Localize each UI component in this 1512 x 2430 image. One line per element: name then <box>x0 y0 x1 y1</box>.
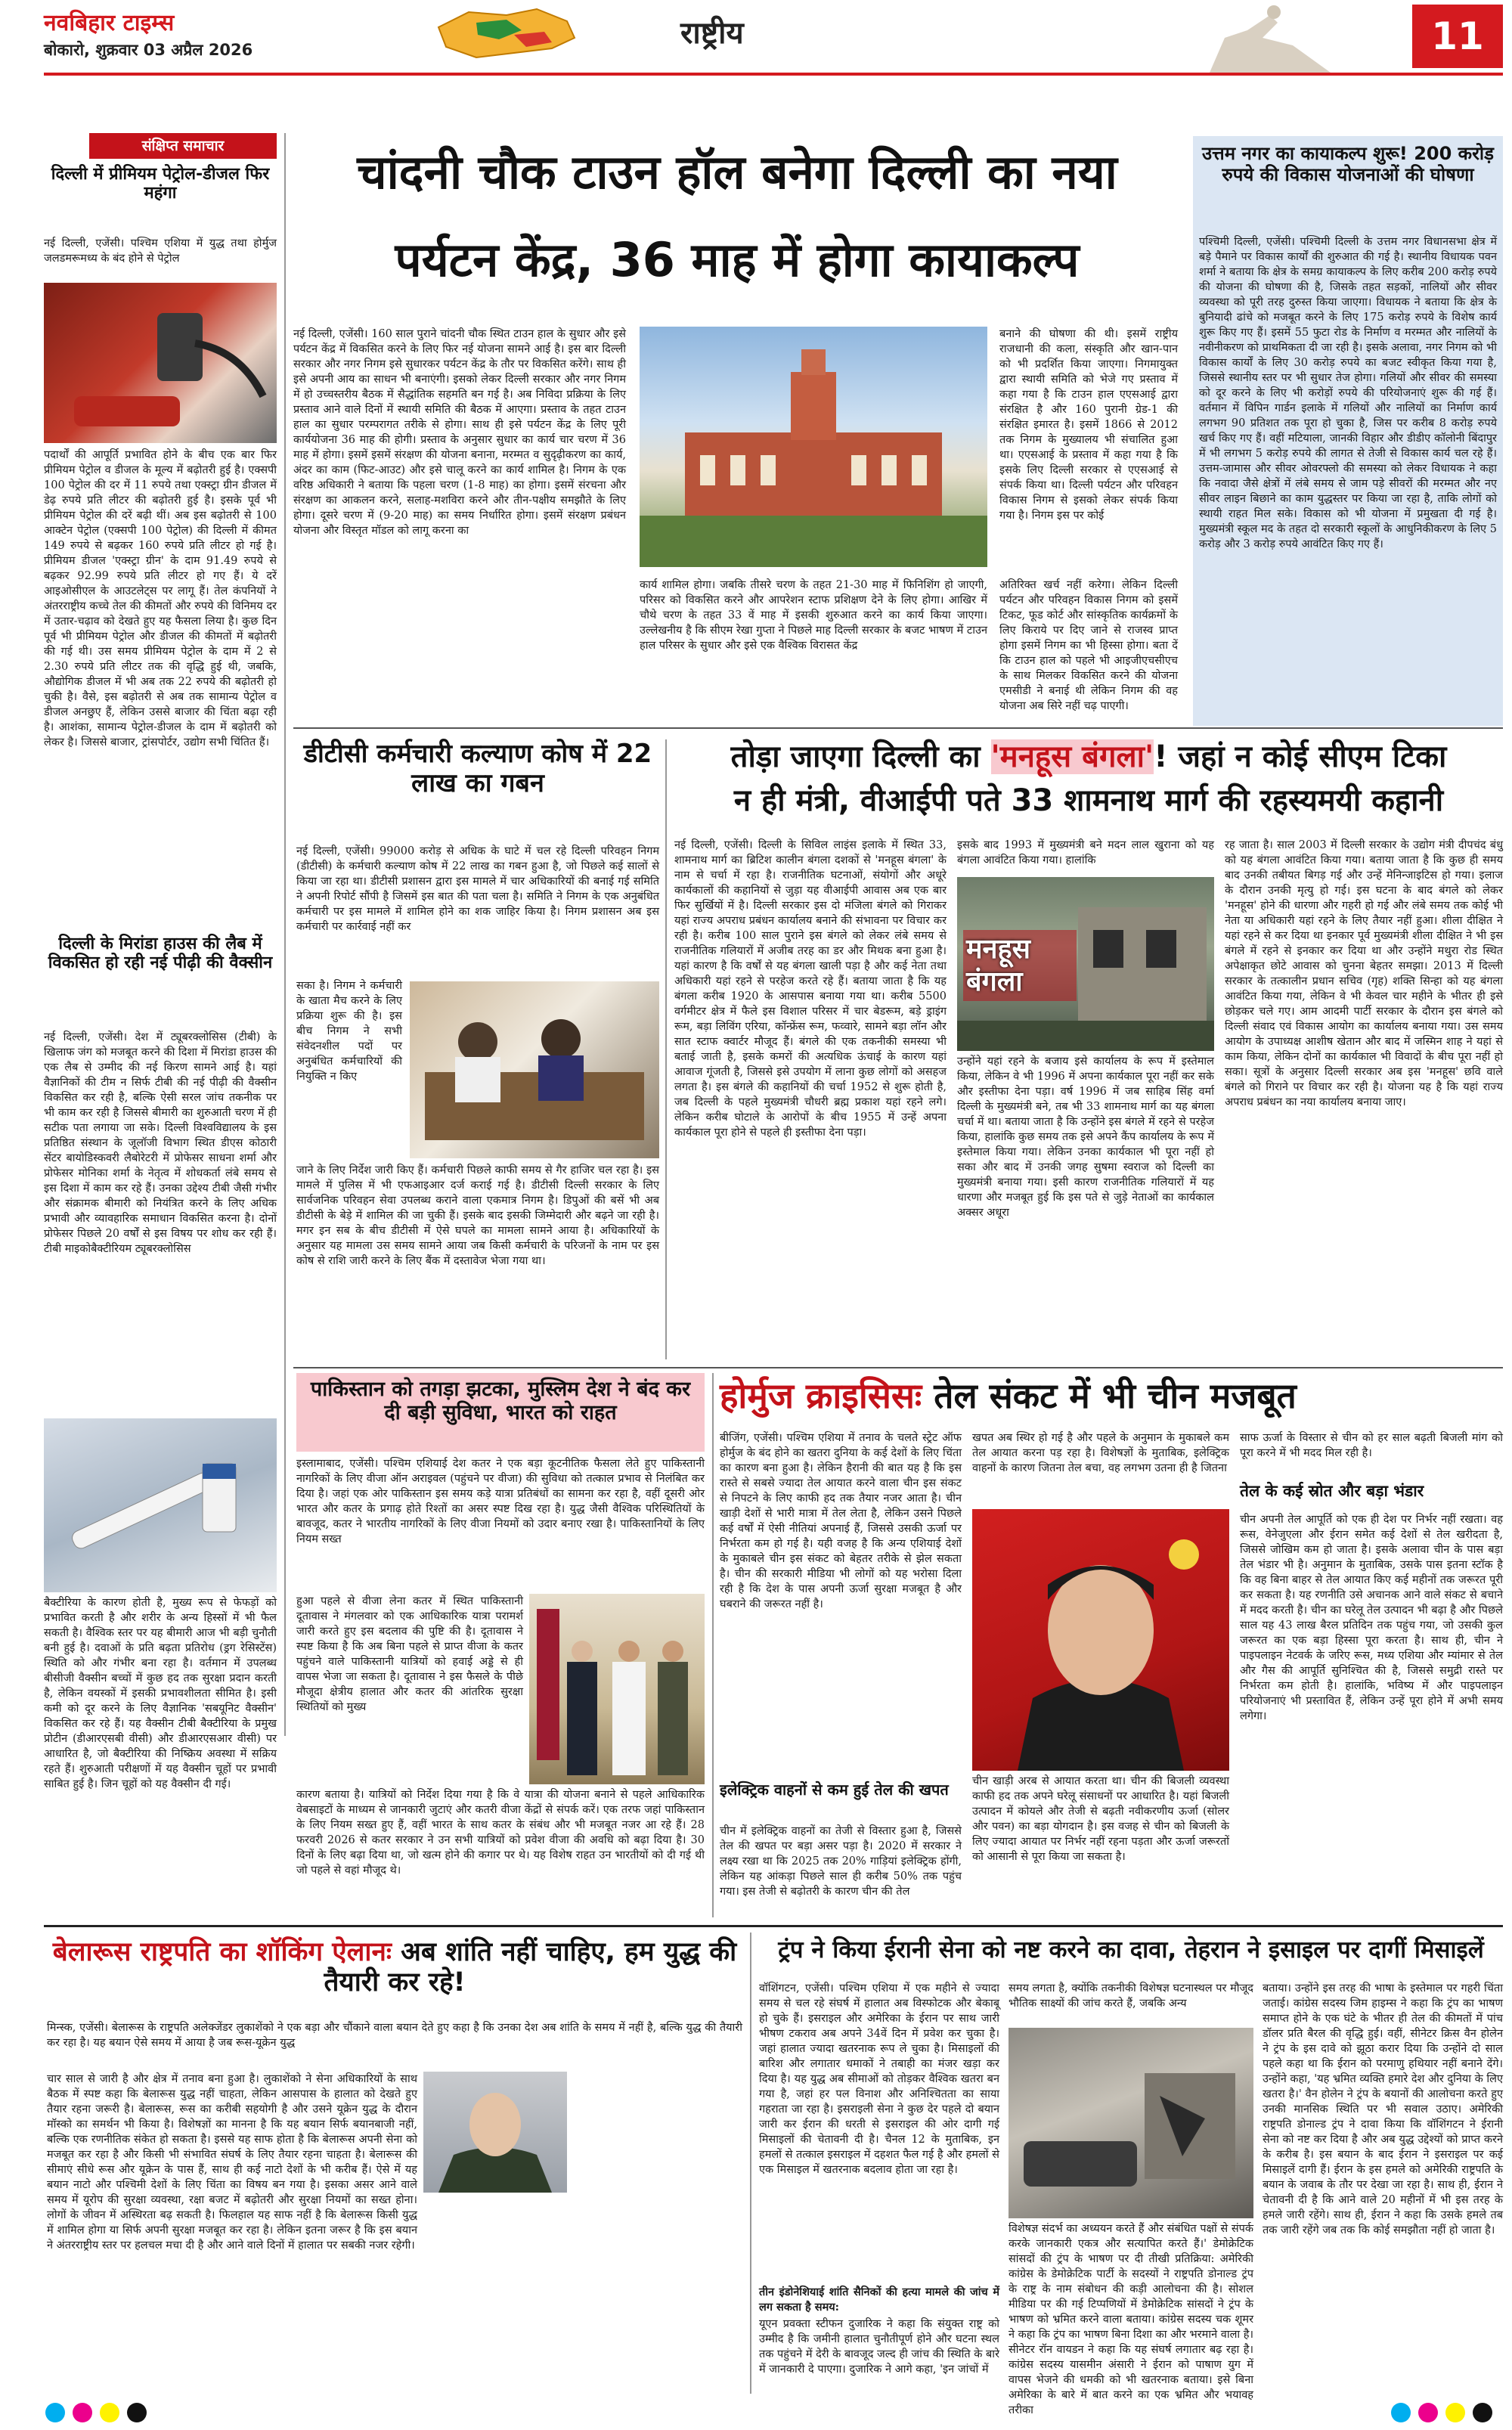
belarus-body-1: मिन्स्क, एजेंसी। बेलारूस के राष्ट्रपति अलेक्जेंडर लुकाशेंको ने एक बड़ा और चौंकाने वाला बयान देते हुए कहा है कि उनका देश अब शांति के समय में नहीं है, बल्कि युद्ध की तैयारी कर रहा है। यह बयान ऐसे समय में आया है जब रूस-यूक्रेन युद्ध <box>47 2022 742 2049</box>
trump-col-3: बताया। उन्होंने इस तरह की भाषा के इस्तेमाल पर गहरी चिंता जताई। कांग्रेस सदस्य जिम हाइम्स ने कहा कि ट्रंप का भाषण समाप्त होने के एक घंटे के भीतर ही तेल की कीमतों में पांच डॉलर प्रति बैरल की वृद्धि हुई। वहीं, सीनेटर क्रिस वैन होलेन ने ट्रंप के इस दावे को झूठा करार दिया कि उन्होंने दो साल पहले कहा था कि ईरान को परमाणु हथियार नहीं बनाने देंगे। उन्होंने कहा, 'यह भ्रमित व्यक्ति हमारे देश और दुनिया के लिए खतरा है।' वैन होलेन ने ट्रंप के बयानों की आलोचना करते हुए उनकी मानसिक स्थिति पर भी सवाल उठाए। अमेरिकी राष्ट्रपति डोनाल्ड ट्रंप ने दावा किया कि वॉशिंगटन ने ईरानी सेना को नष्ट कर दिया है और अब युद्ध उद्देश्यों को प्राप्त करने के करीब है। इस बयान के बाद ईरान ने इसराइल पर कई मिसाइलें दागी हैं। ईरान के इस हमले को अमेरिकी राष्ट्रपति के बयान के जवाब के तौर पर देखा जा रहा है। साथ ही, ईरान ने चेतावनी दी है कि आने वाले 20 महीनों में भी इस तरह के हमले जारी रहेंगे। साथ ही, ईरान ने कहा कि उसके हमले तब तक जारी रहेंगे जब तक कि कोई समझौता नहीं हो जाता है। <box>1263 1982 1504 2236</box>
bungalow-headline-highlight: 'मनहूस बंगला' <box>990 739 1154 774</box>
lead-col-2: कार्य शामिल होगा। जबकि तीसरे चरण के तहत 21-30 माह में फिनिशिंग हो जाएगी, परिसर को विकसित करने और आपरेशन स्टाफ प्रशिक्षण देने के लिए होगा। आखिर में चौथे चरण के तहत 33 वें माह में इसकी शुरुआत करने का कार्य किया जाएगा। उल्लेखनीय है कि सीएम रेखा गुप्ता ने पिछले माह दिल्ली सरकार के बजट भाषण में टाउन हाल परिसर के सुधार और इसे एक वैश्विक विरासत केंद्र <box>640 579 987 652</box>
hormuz-col-2: खपत अब स्थिर हो गई है और पहले के अनुमान के मुकाबले कम तेल आयात करना पड़ रहा है। विशेषज्ञों के मुताबिक, इलेक्ट्रिक वाहनों के कारण जितना तेल बचा, वह लगभग उतना ही है जितना <box>972 1432 1229 1474</box>
brief-2-body: बैक्टीरिया के कारण होती है, मुख्य रूप से फेफड़ों को प्रभावित करती है और शरीर के अन्य हिस्सों में भी फैल सकती है। वैश्विक स्तर पर यह बीमारी आज भी बड़ी चुनौती बनी हुई है। दवाओं के प्रति बढ़ता प्रतिरोध (ड्रग रेसिस्टेंस) स्थिति को और गंभीर बना रहा है। वर्तमान में उपलब्ध बीसीजी वैक्सीन बच्चों में कुछ हद तक सुरक्षा प्रदान करती है, लेकिन वयस्कों में इसकी प्रभावशीलता सीमित है। इसी कमी को दूर करने के लिए वैज्ञानिक 'सबयूनिट वैक्सीन' विकसित कर रहे हैं। यह वैक्सीन टीबी बैक्टीरिया के प्रमुख प्रोटीन (डीआरएसबी वीसी) और डीआरएसआर वीसी) पर आधारित है, जो बैक्टीरिया की निष्क्रिय अवस्था में सक्रिय रहते हैं। शुरुआती परीक्षणों में यह वैक्सीन चूहों पर प्रभावी साबित हुई है। जिन चूहों को यह वैक्सीन दी गई। <box>44 1597 277 1790</box>
uttam-body: पश्चिमी दिल्ली, एजेंसी। पश्चिमी दिल्ली के उत्तम नगर विधानसभा क्षेत्र में बड़े पैमाने पर विकास कार्यों की शुरुआत की गई है। स्थानीय विधायक पवन शर्मा ने बताया कि क्षेत्र के समग्र कायाकल्प के लिए करीब 200 करोड़ रुपये की योजना की घोषणा की है, जिसके तहत सड़कों, नालियों और सीवर व्यवस्था को पूरी तरह दुरुस्त किया जाएगा। विधायक ने बताया कि क्षेत्र के बुनियादी ढांचे को मजबूत करने के लिए 175 करोड़ रुपये के विशेष कार्य शुरू किए गए हैं। इसमें 55 फुटा रोड के निर्माण व मरम्मत और नालियों के नवीनीकरण को प्राथमिकता दी जा रही है। इसके अलावा, नगर निगम को भी विकास कार्यों के लिए 30 करोड़ रुपये का बजट स्वीकृत किया गया है, जिससे स्थानीय स्तर पर भी सुधार तेज होगा। गलियों और सीवर की समस्या को दूर करने के लिए भी करोड़ों रुपये की परियोजनाएं शुरू की गई हैं। वर्तमान में विपिन गार्डन इलाके में गलियों और नालियों का निर्माण कार्य लगभग 90 प्रतिशत तक पूरा हो चुका है, जिस पर करीब 8 करोड़ रुपये खर्च किए गए हैं। वहीं मटियाला, जानकी विहार और डीडीए कॉलोनी बिंदापुर में भी लगभग 5 करोड़ रुपये की लागत से तेजी से विकास कार्य चल रहे हैं। उत्तम-जामास और सीवर ओवरफ्लो की समस्या को लेकर विधायक ने कहा कि नवादा जैसे क्षेत्रों में लंबे समय से जाम पड़े सीवरों की मरम्मत और नए सीवर लाइन बिछाने का काम युद्धस्तर पर किया जा रहा है, ताकि लोगों को स्थायी राहत मिल सके। विकास को भी योजना में प्रमुखता दी गई है। मुख्यमंत्री स्कूल मद के तहत दो सरकारी स्कूलों के आधुनिकीकरण के लिए 5 करोड़ और 3 करोड़ रुपये आवंटित किए गए हैं। <box>1199 236 1497 550</box>
petrol-pump-photo <box>44 283 277 443</box>
india-map-graphic <box>423 5 582 64</box>
hormuz-col-1: बीजिंग, एजेंसी। पश्चिम एशिया में तनाव के चलते स्ट्रेट ऑफ होर्मुज के बंद होने का खतरा दुनिया के कई देशों के लिए चिंता का कारण बना हुआ है। लेकिन हैरानी की बात यह है कि इस रास्ते से सबसे ज्यादा तेल आयात करने वाला चीन इस संकट से निपटने के लिए काफी हद तक तैयार नजर आता है। चीन खाड़ी देशों से भारी मात्रा में तेल लेता है, लेकिन उसने पिछले कई वर्षों में ऐसी नीतियां अपनाई हैं, जिससे उसकी ऊर्जा पर निर्भरता कम हो गई है। यही वजह है कि अन्य एशियाई देशों के मुकाबले चीन इस संकट को बेहतर तरीके से झेल सकता है। चीन की सरकारी मीडिया भी लोगों को यह भरोसा दिला रही है कि देश के पास अपनी ऊर्जा सुरक्षा मजबूत है और घबराने की जरूरत नहीं है। <box>720 1432 962 1610</box>
statue-graphic <box>1179 0 1361 73</box>
missile-damage-photo <box>1009 2028 1253 2218</box>
vaccine-photo <box>44 1418 277 1592</box>
rule-row-1 <box>293 727 1503 729</box>
dtc-office-photo <box>410 981 659 1158</box>
dtc-headline: डीटीसी कर्मचारी कल्याण कोष में 22 लाख का गबन <box>303 739 652 799</box>
pakistan-divider <box>712 1373 714 1917</box>
registration-mark-cyan <box>45 2403 65 2422</box>
briefs-column <box>44 133 277 1790</box>
trump-headline: ट्रंप ने किया ईरानी सेना को नष्ट करने का दावा, तेहरान ने इसाइल पर दागीं मिसाइलें <box>778 1936 1484 1964</box>
belarus-headline <box>47 1937 742 1998</box>
bungalow-headline-prefix: तोड़ा जाएगा दिल्ली का <box>730 739 991 774</box>
masthead-rule <box>44 73 1503 76</box>
masthead <box>0 0 1512 73</box>
briefs-header <box>89 133 277 159</box>
qatar-meeting-photo <box>529 1594 705 1784</box>
belarus-headline-red: बेलारूस राष्ट्रपति का शॉकिंग ऐलानः <box>52 1937 392 1967</box>
brief-2-lead: नई दिल्ली, एजेंसी। देश में ट्यूबरक्लोसिस (टीबी) के खिलाफ जंग को मजबूत करने की दिशा में मिरांडा हाउस की एक लैब से उम्मीद की नई किरण सामने आई है। यहां वैज्ञानिकों की टीम न सिर्फ टीबी की नई पीढ़ी की वैक्सीन विकसित कर रही है, बल्कि ऐसी सरल जांच तकनीक पर भी काम कर रही है जिससे बीमारी का शुरुआती चरण में ही सटीक पता लगाया जा सके। दिल्ली विश्वविद्यालय के इस प्रतिष्ठित संस्थान के जूलॉजी विभाग स्थित डीएस कोठारी सेंटर बायोडिस्कवरी लैबोरेटरी में प्रोफेसर साधना शर्मा और प्रोफेसर मोनिका शर्मा के नेतृत्व में शोधकर्ता लंबे समय से इस दिशा में काम कर रहे हैं। उनका उद्देश्य टीबी जैसी गंभीर और संक्रामक बीमारी को नियंत्रित करने के लिए अधिक प्रभावी और व्यावहारिक समाधान विकसित करना है। दोनों प्रोफेसर पिछले 20 वर्षों से इस विषय पर शोध कर रही हैं। टीबी माइकोबैक्टीरियम ट्यूबरक्लोसिस <box>44 1031 277 1255</box>
bungalow-col-3: रह जाता है। साल 2003 में दिल्ली सरकार के उद्योग मंत्री दीपचंद बंधु को यह बंगला आवंटित किया गया। बताया जाता है कि कुछ ही समय बाद उनकी तबीयत बिगड़ गई और उन्हें मेनिन्जाइटिस हो गया। इलाज के दौरान उनकी मृत्यु हो गई। इस घटना के बाद बंगले को लेकर 'मनहूस' होने की धारणा और गहरी हो गई और लंबे समय तक कोई भी नेता या अधिकारी यहां रहने के लिए तैयार नहीं हुआ। शीला दीक्षित ने यहां रहने से कर दिया था इनकार पूर्व मुख्यमंत्री शीला दीक्षित ने भी इस बंगले में रहने से इनकार कर दिया था और उन्होंने मथुरा रोड स्थित अपेक्षाकृत छोटे आवास को चुनना बेहतर समझा। 2013 में दिल्ली सरकार के तत्कालीन प्रधान सचिव (गृह) शक्ति सिन्हा को यह बंगला आवंटित किया गया, लेकिन वे भी केवल चार महीने के भीतर ही इसे छोड़कर चले गए। आम आदमी पार्टी सरकार के दौरान इस बंगले को दिल्ली संवाद एवं विकास आयोग का कार्यालय बनाया गया। उस समय आयोग के उपाध्यक्ष आशीष खेतान और बाद में जस्मिन शाह ने यहां से काम किया, लेकिन दोनों का कार्यकाल भी विवादों के बीच पूरा नहीं हो सका। सूत्रों के अनुसार दिल्ली सरकार अब इस 'मनहूस' छवि वाले बंगले को गिराने पर विचार कर रही है। योजना यह है कि यहां राज्य अपराध प्रबंधन का नया कार्यालय बनाया जाए। <box>1225 839 1503 1108</box>
hormuz-col-1b: चीन में इलेक्ट्रिक वाहनों का तेजी से विस्तार हुआ है, जिससे तेल की खपत पर बड़ा असर पड़ा है। 2020 में सरकार ने लक्ष्य रखा था कि 2025 तक 20% गाड़ियां इलेक्ट्रिक होंगी, लेकिन यह आंकड़ा पिछले साल ही करीब 50% तक पहुंच गया। इस तेजी से बढ़ोतरी के कारण चीन की तेल <box>720 1825 962 1898</box>
hormuz-col-3: साफ ऊर्जा के विस्तार से चीन को हर साल बढ़ती बिजली मांग को पूरा करने में भी मदद मिल रही है। <box>1240 1432 1503 1459</box>
belarus-headline-black: अब शांति नहीं चाहिए, हम युद्ध की तैयारी कर रहे! <box>324 1937 737 1998</box>
trump-col-1: वॉशिंगटन, एजेंसी। पश्चिम एशिया में एक महीने से ज्यादा समय से चल रहे संघर्ष में हालात अब विस्फोटक और बेकाबू हो चुके हैं। इसराइल और अमेरिका के ईरान पर साथ जारी भीषण टकराव अब अपने 34वें दिन में प्रवेश कर चुका है। जहां हालात ज्यादा खतरनाक रूप ले चुका है। मिसाइलों की बारिश और लगातार धमाकों ने तबाही का मंजर खड़ा कर दिया है। यह युद्ध अब सीमाओं को तोड़कर वैश्विक खतरा बन गया है, जहां हर पल विनाश और अनिश्चितता का साया गहराता जा रहा है। इसराइली सेना ने कुछ देर पहले दो बयान जारी कर ईरान की धरती से इसराइल की ओर दागी गई मिसाइलों की चेतावनी दी है। चैनल 12 के मुताबिक, इन हमलों से तत्काल इसराइल में दहशत फैल गई है और हमलों से एक मिसाइल में खतरनाक बदलाव होता जा रहा है। <box>759 1982 999 2176</box>
hormuz-col-2b: चीन खाड़ी अरब से आयात करता था। चीन की बिजली व्यवस्था काफी हद तक अपने घरेलू संसाधनों पर आधारित है। यहां बिजली उत्पादन में कोयले और तेजी से बढ़ती नवीकरणीय ऊर्जा (सोलर और पवन) का बड़ा योगदान है। इस वजह से चीन को बिजली के लिए ज्यादा आयात पर निर्भर नहीं रहना पड़ता और ऊर्जा जरूरतों को आसानी से पूरा किया जा सकता है। <box>972 1775 1229 1863</box>
registration-mark-yellow-right <box>1445 2403 1465 2422</box>
brief-1-headline: दिल्ली में प्रीमियम पेट्रोल-डीजल फिर महंगा <box>51 165 270 203</box>
dateline: बोकारो, शुक्रवार 03 अप्रैल 2026 <box>44 41 253 59</box>
registration-mark-yellow <box>100 2403 119 2422</box>
bungalow-photo <box>957 877 1214 1051</box>
rule-row-3 <box>44 1925 1503 1927</box>
bungalow-col-2b: उन्होंने यहां रहने के बजाय इसे कार्यालय के रूप में इस्तेमाल किया, लेकिन वे भी 1996 में अपना कार्यकाल पूरा नहीं कर सके और इस्तीफा देना पड़ा। वर्ष 1996 में जब साहिब सिंह वर्मा दिल्ली के मुख्यमंत्री बने, तब भी 33 शामनाथ मार्ग का यह बंगला चर्चा में था। बताया जाता है कि उन्होंने इस बंगले में रहने से परहेज किया, हालांकि कुछ समय तक इसे अपने कैंप कार्यालय के रूप में इस्तेमाल किया गया। लेकिन उनका कार्यकाल भी पूरा नहीं हो सका और बाद में उनकी जगह सुषमा स्वराज को दिल्ली का मुख्यमंत्री बनाया गया। इसी कारण राजनीतिक गलियारों में यह धारणा और मजबूत हुई कि इस पते से जुड़े नेताओं का कार्यकाल अक्सर अधूरा <box>957 1055 1214 1219</box>
trump-col-2b: विशेषज्ञ संदर्भ का अध्ययन करते हैं और संबंधित पक्षों से संपर्क करके जानकारी एकत्र और सत्यापित करते हैं।' डेमोक्रेटिक सांसदों की ट्रंप के भाषण पर दी तीखी प्रतिक्रिया: अमेरिकी कांग्रेस के डेमोक्रेटिक पार्टी के सदस्यों ने राष्ट्रपति डोनाल्ड ट्रंप के राष्ट्र के नाम संबोधन की कड़ी आलोचना की है। सोशल मीडिया पर की गई टिप्पणियों में डेमोक्रेटिक सांसदों ने ट्रंप के भाषण को भ्रमित करने वाला बताया। कांग्रेस सदस्य चक शूमर ने कहा कि ट्रंप का भाषण बिना दिशा का और भरमाने वाला है। सीनेटर रॉन वायडन ने कहा कि यह संघर्ष लगातार बढ़ रहा है। कांग्रेस सदस्य यासमीन अंसारी ने ईरान को पाषाण युग में वापस भेजने की धमकी को भी खतरनाक बताया। इसे बिना अमेरिका के बारे में बात करने का एक भ्रमित और भयावह तरीका <box>1009 2223 1253 2416</box>
bungalow-col-2a: इसके बाद 1993 में मुख्यमंत्री बने मदन लाल खुराना को यह बंगला आवंटित किया गया। हालांकि <box>957 839 1214 866</box>
pakistan-body-3: कारण बताया है। यात्रियों को निर्देश दिया गया है कि वे यात्रा की योजना बनाने से पहले आधिकारिक वेबसाइटों के माध्यम से जानकारी जुटाएं और कतरी वीजा केंद्रों से संपर्क करें। एक तरफ जहां पाकिस्तान के लिए नियम सख्त हुए हैं, वहीं भारत के साथ कतर के संबंध और भी मजबूत नजर आ रहे हैं। 28 फरवरी 2026 से कतर सरकार ने उन सभी यात्रियों को प्रवेश वीजा की अवधि को बढ़ा दिया है। 30 दिनों के लिए बढ़ा दिया था, जो खत्म होने की कगार पर थे। यह विशेष राहत उन भारतीयों को दी गई थी जो पहले से वहां मौजूद थे। <box>296 1789 705 1877</box>
pakistan-body-1: इस्लामाबाद, एजेंसी। पश्चिम एशियाई देश कतर ने एक बड़ा कूटनीतिक फैसला लेते हुए पाकिस्तानी नागरिकों के लिए वीजा ऑन अराइवल (पहुंचने पर वीजा) की सुविधा को तत्काल प्रभाव से निलंबित कर दिया है। जहां एक ओर पाकिस्तान इस समय कड़े यात्रा प्रतिबंधों का सामना कर रहा है, वहीं दूसरी ओर भारत और कतर के प्रगाढ़ होते रिश्तों का असर स्पष्ट दिख रहा है। युद्ध जैसी वैश्विक परिस्थितियों के बावजूद, कतर ने भारतीय नागरिकों के लिए वीजा नियमों को उदार बनाए रखा है। पाकिस्तानियों के लिए नियम सख्त <box>296 1458 705 1545</box>
dtc-body-2: सका है। निगम ने कर्मचारी के खाता मैच करने के लिए प्रक्रिया शुरू की है। इस बीच निगम ने सभी संवेदनशील पदों पर अनुबंधित कर्मचारियों की नियुक्ति न किए <box>296 980 402 1083</box>
pakistan-headline: पाकिस्तान को तगड़ा झटका, मुस्लिम देश ने बंद कर दी बड़ी सुविधा, भारत को राहत <box>310 1378 691 1425</box>
brief-1-lead: नई दिल्ली, एजेंसी। पश्चिम एशिया में युद्ध तथा होर्मुज जलडमरूमध्य के बंद होने से पेट्रोल <box>44 237 277 265</box>
hormuz-subhead-2: तेल के कई स्रोत और बड़ा भंडार <box>1240 1482 1424 1500</box>
belarus-divider <box>750 1933 751 2394</box>
briefs-divider <box>284 133 286 1736</box>
trump-col-2: समय लगता है, क्योंकि तकनीकी विशेषज्ञ घटनास्थल पर मौजूद भौतिक साक्ष्यों की जांच करते हैं, जबकि अन्य <box>1009 1982 1253 2010</box>
lead-col-4: अतिरिक्त खर्च नहीं करेगा। लेकिन दिल्ली पर्यटन और परिवहन विकास निगम को इसमें टिकट, फूड कोर्ट और सांस्कृतिक कार्यक्रमों के लिए किराये पर दिए जाने से राजस्व प्राप्त होगा इसमें निगम का भी हिस्सा होगा। बता दें कि टाउन हाल को पहले भी आइजीएचसीएच के साथ मिलकर विकसित करने की योजना एमसीडी ने बनाई थी लेकिन निगम की वह योजना अब सिरे नहीं चढ़ पाएगी। <box>999 579 1178 712</box>
bungalow-headline-1 <box>674 739 1503 774</box>
dtc-body-3: जाने के लिए निर्देश जारी किए हैं। कर्मचारी पिछले काफी समय से गैर हाजिर चल रहा है। इस मामले में पुलिस में भी एफआइआर दर्ज कराई गई है। डीटीसी दिल्ली सरकार के लिए सार्वजनिक परिवहन सेवा उपलब्ध कराने वाला एकमात्र निगम है। डिपुओं की बसें भी अब डीटीसी के बेड़े में शामिल की जा चुकी हैं। इसके बाद इसकी जिम्मेदारी और बढ़ने जा रही है। मगर इन सब के बीच डीटीसी में ऐसे घपले का मामला सामने आया है। अधिकारियों के अनुसार यह मामला उस समय सामने आया जब किसी कर्मचारी के परिजनों के नाम पर इस कोष से राशि जारी करने के लिए बैंक में दस्तावेज भेजा गया था। <box>296 1164 659 1267</box>
trump-subhead: तीन इंडोनेशियाई शांति सैनिकों की हत्या मामले की जांच में लग सकता है समय: <box>759 2286 999 2314</box>
hormuz-col-3b: चीन अपनी तेल आपूर्ति को एक ही देश पर निर्भर नहीं रखता। वह रूस, वेनेजुएला और ईरान समेत कई देशों से तेल खरीदता है, जिससे जोखिम कम हो जाता है। इसके अलावा चीन के पास बड़ा तेल भंडार भी है। अनुमान के मुताबिक, उसके पास इतना स्टॉक है कि वह बिना बाहर से तेल आयात किए कई महीनों तक जरूरत पूरी कर सकता है। यह रणनीति उसे अचानक आने वाले संकट से बचाने में मदद करती है। चीन का घरेलू तेल उत्पादन भी बढ़ा है और पिछले साल यह 43 लाख बैरल प्रतिदिन तक पहुंच गया, जो उसकी कुल जरूरत का एक बड़ा हिस्सा पूरा करता है। साथ ही, चीन ने पाइपलाइन नेटवर्क के जरिए रूस, मध्य एशिया और म्यांमार से तेल और गैस की आपूर्ति सुनिश्चित की है, जिससे समुद्री रास्ते पर निर्भरता कम होती है। हालांकि, भविष्य में और पाइपलाइन परियोजनाएं भी प्रस्तावित हैं, लेकिन उन्हें पूरा होने में अभी समय लगेगा। <box>1240 1514 1503 1722</box>
paper-name: नवबिहार टाइम्स <box>44 10 175 36</box>
registration-mark-magenta <box>73 2403 92 2422</box>
town-hall-photo <box>640 327 987 567</box>
registration-mark-black <box>127 2403 147 2422</box>
registration-mark-cyan-right <box>1391 2403 1411 2422</box>
lead-col-1: नई दिल्ली, एजेंसी। 160 साल पुराने चांदनी चौक स्थित टाउन हाल के सुधार और इसे पर्यटन केंद्र में विकसित करने के लिए फिर नई योजना सामने आई है। इस बार दिल्ली सरकार और नगर निगम इसे सुधारकर पर्यटन केंद्र के तौर पर विकसित करेंगे। साथ ही इसे अपनी आय का साधन भी बनाएंगी। इसको लेकर दिल्ली सरकार और नगर निगम में हो उच्चस्तरीय बैठक में सैद्धांतिक सहमति बन गई है। अब निविदा प्रक्रिया के लिए प्रस्ताव आने वाले दिनों में स्थायी समिति की बैठक में आएगा। प्रस्ताव के तहत टाउन हाल का सुधार परम्परागत तरीके से होगा। साथ ही इसे पर्यटन केंद्र के लिए पूरी कार्ययोजना 36 माह की होगी। प्रस्ताव के अनुसार सुधार का कार्य चार चरण में 36 माह में होगा। इसमें इसमें संरक्षण की योजना बनाना, मरम्मत व सुदृढ़ीकरण का कार्य, अंदर का काम (फिट-आउट) और इसे चालू करने का कार्य शामिल है। निगम के एक वरिष्ठ अधिकारी ने बताया कि पहला चरण (1-8 माह) का होगा। इसमें संरचना और संरक्षण का आकलन करने, सलाह-मशविरा करने और तीन-पक्षीय समझौते के लिए होगा। दूसरे चरण में (9-20 माह) का समय निर्धारित होगा। इसमें संरक्षण प्रबंधन योजना और विस्तृत मॉडल को लागू करना का <box>293 328 626 537</box>
uttam-headline: उत्तम नगर का कायाकल्प शुरू! 200 करोड़ रुपये की विकास योजनाओं की घोषणा <box>1202 143 1494 185</box>
bungalow-headline-suffix: ! जहां न कोई सीएम टिका <box>1154 739 1447 774</box>
belarus-body-2-cont <box>575 2072 742 2389</box>
brief-1-body: पदार्थों की आपूर्ति प्रभावित होने के बीच एक बार फिर प्रीमियम पेट्रोल व डीजल के मूल्य में बढ़ोतरी हुई है। एक्सपी 100 पेट्रोल की दर में 11 रुपये तथा एक्स्ट्रा ग्रीन डीजल में डेढ़ रुपये प्रति लीटर की बढ़ोतरी हुई है। इसके पूर्व भी प्रीमियम पेट्रोल की दरें बढ़ी थीं। अब इस बढ़ोतरी से 100 आक्टेन पेट्रोल (एक्सपी 100 पेट्रोल) की दिल्ली में कीमत 149 रुपये से बढ़कर 160 रुपये प्रति लीटर हो गई है। प्रीमियम डीजल 'एक्स्ट्रा ग्रीन' के दाम 91.49 रुपये से बढ़कर 92.99 रुपये प्रति लीटर हो गए हैं। ये दरें आइओसीएल के आउटलेट्स पर लागू हैं। तेल कंपनियों ने अंतरराष्ट्रीय कच्चे तेल की कीमतों और रुपये की विनिमय दर में उतार-चढ़ाव को देखते हुए यह फैसला लिया है। कुछ दिन पूर्व भी प्रीमियम पेट्रोल और डीजल की कीमतों में बढ़ोतरी की गई थी। उस समय प्रीमियम पेट्रोल के दाम में 2 से 2.30 रुपये प्रति लीटर तक की वृद्धि हुई थी, जबकि, औद्योगिक डीजल में भी अब तक 22 रुपये की बढ़ोतरी हो चुकी है। वैसे, इस बढ़ोतरी से अब तक सामान्य पेट्रोल व डीजल अनछुए हैं, लेकिन उससे बाजार की चिंता बढ़ा रही है। आशंका, सामान्य पेट्रोल-डीजल के दाम में बढ़ोतरी को लेकर है। जिससे बाजार, ट्रांसपोर्टर, उद्योग सभी चिंतित हैं। <box>44 449 277 749</box>
registration-mark-black-right <box>1473 2403 1492 2422</box>
lukashenko-photo <box>423 2072 567 2193</box>
hormuz-headline-red: होर्मुज क्राइसिसः <box>720 1375 922 1416</box>
bungalow-col-1: नई दिल्ली, एजेंसी। दिल्ली के सिविल लाइंस इलाके में स्थित 33, शामनाथ मार्ग का ब्रिटिश कालीन बंगला दशकों से 'मनहूस बंगला' के नाम से चर्चा में रहा है। राजनीतिक घटनाओं, संयोगों और अधूरे कार्यकालों की कहानियों से जुड़ा यह वीआईपी आवास अब एक बार फिर सुर्खियों में है। दिल्ली सरकार इस दो मंजिला बंगले को गिराकर यहां राज्य अपराध प्रबंधन कार्यालय बनाने की संभावना पर विचार कर रही है। करीब 100 साल पुराने इस बंगले को लेकर लंबे समय से राजनीतिक गलियारों में अजीब तरह का डर और मिथक बना हुआ है। यहां कारण है कि वर्षों से यह बंगला खाली पड़ा है और कई नेता तथा अधिकारी यहां रहने से परहेज करते रहे हैं। बताया जाता है कि यह बंगला करीब 1920 के आसपास बनाया गया था। करीब 5500 वर्गमीटर क्षेत्र में फैले इस विशाल परिसर में चार बेडरूम, बड़े ड्राइंग रूम, बड़ा लिविंग एरिया, कॉन्फ्रेंस रूम, फव्वारे, सामने बड़ा लॉन और सात स्टाफ क्वार्टर मौजूद हैं। बंगले की एक तकनीकी समस्या भी बताई जाती है, इसके कमरों की अत्यधिक ऊंचाई के कारण यहां आवाज गूंजती है, जिससे इसे उपयोग में लाना कुछ लोगों को असहज लगता है। इस बंगले की कहानियों की चर्चा 1952 से शुरू होती है, जब दिल्ली के पहले मुख्यमंत्री चौधरी ब्रह्म प्रकाश यहां रहने लगे। लेकिन करीब घोटाले के आरोपों के बीच 1955 में उन्हें अपना कार्यकाल पूरा होने से पहले ही इस्तीफा देना पड़ा। <box>674 839 947 1139</box>
hormuz-headline <box>720 1376 1503 1416</box>
page-number: 11 <box>1431 14 1484 58</box>
uttam-nagar-box <box>1193 136 1503 726</box>
hormuz-headline-black: तेल संकट में भी चीन मजबूत <box>922 1375 1297 1416</box>
briefs-header-label: संक्षिप्त समाचार <box>141 138 225 154</box>
bungalow-photo-caption: मनहूस बंगला <box>963 930 1077 1001</box>
pakistan-body-2: हुआ पहले से वीजा लेना कतर में स्थित पाकिस्तानी दूतावास ने मंगलवार को एक आधिकारिक यात्रा परामर्श जारी करते हुए इस बदलाव की पुष्टि की है। दूतावास ने स्पष्ट किया है कि अब बिना पहले से प्राप्त वीजा के कतर पहुंचने वाले पाकिस्तानी यात्रियों को हवाई अड्डे से ही वापस भेजा जा सकता है। दूतावास ने इस फैसले के पीछे मौजूदा क्षेत्रीय हालात और कतर की आंतरिक सुरक्षा स्थितियों को मुख्य <box>296 1595 523 1713</box>
registration-mark-magenta-right <box>1418 2403 1438 2422</box>
section-title: राष्ट्रीय <box>680 16 744 51</box>
rule-row-2 <box>293 1367 1503 1368</box>
xi-jinping-photo <box>972 1509 1229 1771</box>
lead-headline-1: चांदनी चौक टाउन हॉल बनेगा दिल्ली का नया <box>357 144 1117 200</box>
lead-headline-2: पर्यटन केंद्र, 36 माह में होगा कायाकल्प <box>395 232 1080 287</box>
hormuz-subhead: इलेक्ट्रिक वाहनों से कम हुई तेल की खपत <box>720 1781 949 1799</box>
dtc-body-1: नई दिल्ली, एजेंसी। 99000 करोड़ से अधिक के घाटे में चल रहे दिल्ली परिवहन निगम (डीटीसी) के कर्मचारी कल्याण कोष में 22 लाख का गबन हुआ है, जो पिछले कई सालों से किया जा रहा था। डीटीसी प्रशासन द्वारा इस मामले में चार अधिकारियों की बनाई गई समिति ने अपनी रिपोर्ट सौंपी है जिसमें इस बात की पता चला है। समिति ने निगम के एक अनुबंधित कर्मचारी पर इस मामले में शामिल होने का शक जाहिर किया है। निगम प्रशासन अब इस कर्मचारी पर कार्रवाई नहीं कर <box>296 845 659 933</box>
page-number-box <box>1412 5 1503 68</box>
bungalow-headline-2: न ही मंत्री, वीआईपी पते 33 शामनाथ मार्ग की रहस्यमयी कहानी <box>733 783 1444 818</box>
dtc-divider <box>665 739 667 1359</box>
trump-col-1b: यूएन प्रवक्ता स्टीफन दुजारिक ने कहा कि संयुक्त राष्ट्र को उम्मीद है कि जमीनी हालात चुनौतीपूर्ण होने और घटना स्थल तक पहुंचने में देरी के बावजूद जल्द ही जांच की स्थिति के बारे में जानकारी दे पाएगा। दुजारिक ने आगे कहा, 'इन जांचों में <box>759 2318 999 2376</box>
lead-col-3: बनाने की घोषणा की थी। इसमें राष्ट्रीय राजधानी की कला, संस्कृति और खान-पान को भी प्रदर्शित किया जाएगा। निगमायुक्त द्वारा स्थायी समिति को भेजे गए प्रस्ताव में कहा गया है कि टाउन हाल एएसआई द्वारा संरक्षित है और 160 पुरानी ग्रेड-1 की संरक्षित इमारत है। इसमें 1866 से 2012 तक निगम के मुख्यालय भी संचालित हुआ था। एएसआई के प्रस्ताव में कहा गया है कि इसके लिए दिल्ली सरकार से एएसआई से संपर्क किया था। दिल्ली पर्यटन और परिवहन विकास निगम से इसको लेकर संपर्क किया गया है। निगम इस पर कोई <box>999 328 1178 522</box>
belarus-body-2: चार साल से जारी है और क्षेत्र में तनाव बना हुआ है। लुकाशेंको ने सेना अधिकारियों के साथ बैठक में स्पष्ट कहा कि बेलारूस युद्ध नहीं चाहता, लेकिन आसपास के हालात को देखते हुए तैयार रहना जरूरी है। बेलारूस, रूस का करीबी सहयोगी है और उसने यूक्रेन युद्ध के दौरान मॉस्को का समर्थन भी किया है। विशेषज्ञों का मानना है कि यह बयान सिर्फ बयानबाजी नहीं, बल्कि एक रणनीतिक संकेत हो सकता है। इससे यह साफ होता है कि बेलारूस अपनी सेना को मजबूत कर रहा है और किसी भी संभावित संघर्ष के लिए तैयार रहना चाहता है। बेलारूस की सीमाएं सीधे रूस और यूक्रेन के पास हैं, साथ ही कई नाटो देशों के भी करीब हैं। ऐसे में यह बयान नाटो और पश्चिमी देशों के लिए चिंता का विषय बन गया है। इसका असर आने वाले समय में यूरोप की सुरक्षा व्यवस्था, रक्षा बजट में बढ़ोतरी और सुरक्षा नियमों का सख्त होना। लोगों के जीवन में अस्थिरता बढ़ सकती है। फिलहाल यह साफ नहीं है कि बेलारूस किसी युद्ध में शामिल होगा या सिर्फ अपनी सुरक्षा मजबूत कर रहा है। लेकिन इतना जरूर है कि इस बयान ने अंतरराष्ट्रीय स्तर पर हलचल मचा दी है और आने वाले दिनों में हालात पर सबकी नजर रहेगी। <box>47 2073 417 2252</box>
pakistan-headline-box <box>296 1373 705 1452</box>
brief-2-headline: दिल्ली के मिरांडा हाउस की लैब में विकसित हो रही नई पीढ़ी की वैक्सीन <box>48 934 273 973</box>
